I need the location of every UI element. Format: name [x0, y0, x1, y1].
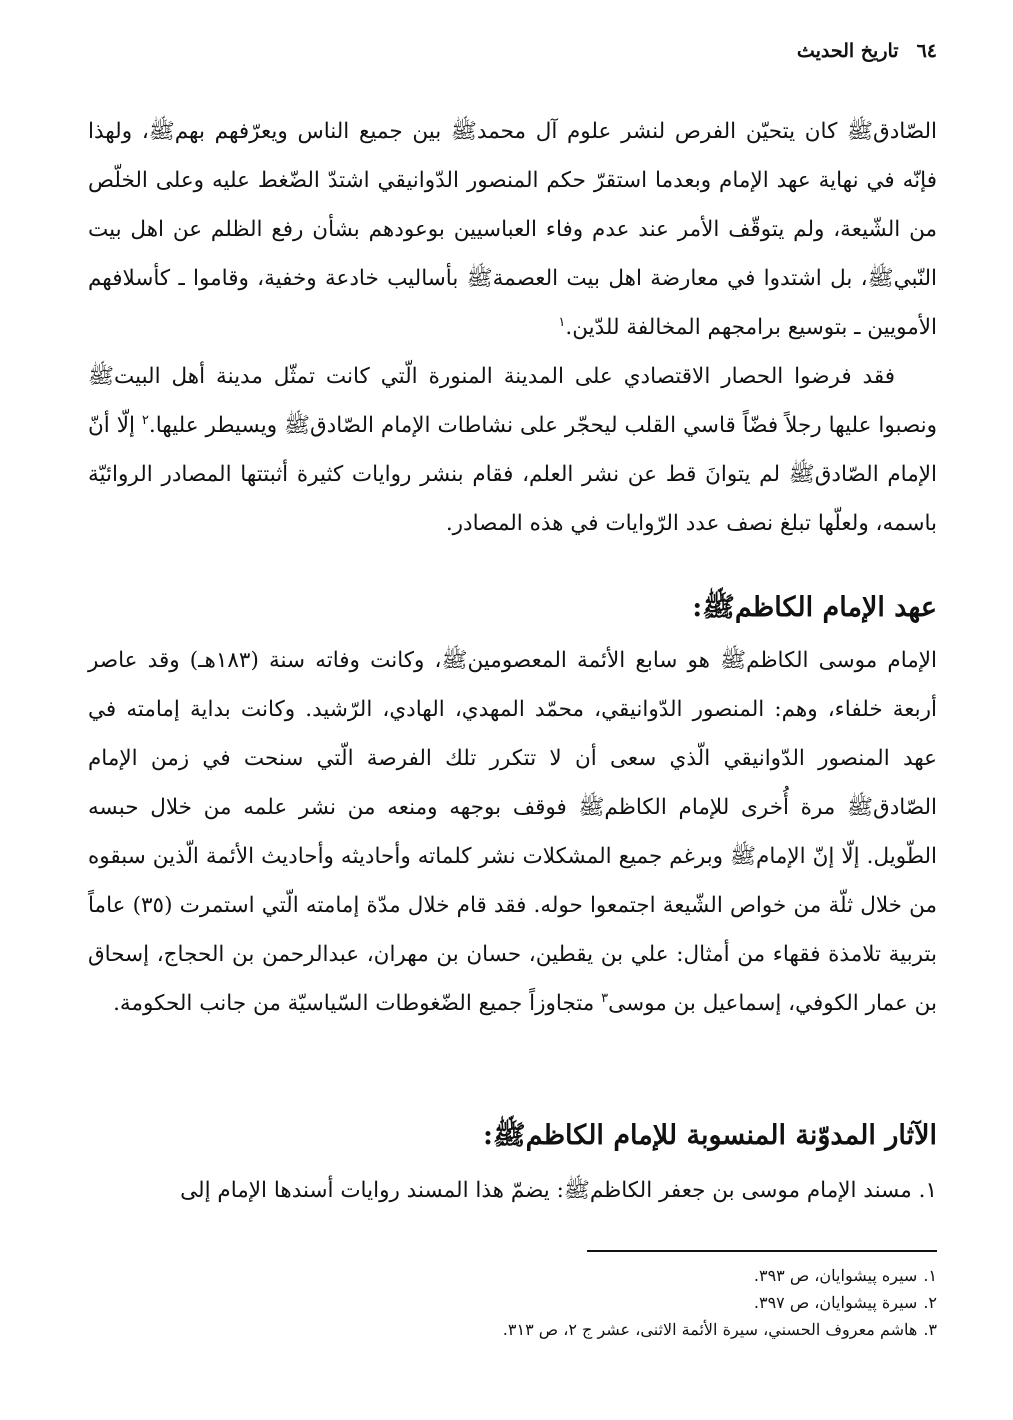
footnote-ref-3[interactable]: ٣: [601, 990, 609, 1006]
footnote-text: هاشم معروف الحسني، سيرة الأئمة الاثنى، عشر ج ٢، ص ٣١٣.: [502, 1320, 918, 1339]
footnote-number: ١.: [923, 1266, 937, 1285]
kadhim-text-b: متجاوزاً جميع الضّغوطات السّياسيّة من جانب الحكومة.: [113, 991, 602, 1016]
musnad-text: ١. مسند الإمام موسى بن جعفر الكاظمﷺ: يضمّ هذا المسند روايات أسندها الإمام إلى: [180, 1178, 937, 1203]
footnote-number: ٢.: [923, 1293, 937, 1312]
siege-text-a: فقد فرضوا الحصار الاقتصادي على المدينة المنورة الّتي كانت تمثّل مدينة أهل البيتﷺ ونصبوا عليها رجلاً فضّاً قاسي القلب ليحجّر على نشاطات الإمام الصّادقﷺ ويسيطر عليها.: [88, 364, 937, 438]
footnote-item: [503, 1262, 937, 1289]
section-heading-kadhim-works: الآثار المدوّنة المنسوبة للإمام الكاظمﷺ:: [483, 1120, 937, 1151]
running-title: تاريخ الحديث: [796, 40, 899, 62]
siege-paragraph: [88, 352, 937, 548]
page-number: ٦٤: [916, 40, 937, 62]
footnote-ref-1[interactable]: ١: [558, 314, 566, 330]
footnote-ref-2[interactable]: ٢: [141, 412, 149, 428]
footnote-item: [503, 1289, 937, 1316]
footnote-number: ٣.: [923, 1320, 937, 1339]
intro-paragraph: [88, 107, 937, 352]
footnote-text: سيرة پيشوايان، ص ٣٩٧.: [753, 1293, 918, 1312]
footnote-text: سيره پيشوايان، ص ٣٩٣.: [753, 1266, 918, 1285]
musnad-paragraph: [88, 1166, 937, 1215]
kadhim-text-a: الإمام موسى الكاظمﷺ هو سابع الأئمة المعصومينﷺ، وكانت وفاته سنة (١٨٣هـ) وقد عاصر أربعة خلفاء، وهم: المنصور الدّوانيقي، محمّد المهدي، الهادي، الرّشيد. وكانت بداية إمامته في عهد المنصور الدّوانيقي الّذي سعى أن لا تتكرر تلك الفرصة الّتي سنحت في زمن الإمام الصّادقﷺ مرة أُخرى للإمام الكاظمﷺ فوقف بوجهه ومنعه من نشر علمه من خلال حبسه الطّويل. إلّا إنّ الإمامﷺ وبرغم جميع المشكلات نشر كلماته وأحاديثه وأحاديث الأئمة الّذين سبقوه من خلال ثلّة من خواص الشّيعة اجتمعوا حوله. فقد قام خلال مدّة إمامته الّتي استمرت (٣٥) عاماً بتربية تلامذة فقهاء من أمثال: علي بن يقطين، حسان بن مهران، عبدالرحمن بن الحجاج، إسحاق بن عمار الكوفي، إسماعيل بن موسى: [88, 648, 938, 1016]
siege-text-b: إلّا أنّ الإمام الصّادقﷺ لم يتوانَ قط عن نشر العلم، فقام بنشر روايات كثيرة أثبتتها المصادر الروائيّة باسمه، ولعلّها تبلغ نصف عدد الرّوايات في هذه المصادر.: [88, 413, 937, 536]
running-header: [797, 40, 937, 62]
section-heading-kadhim-era: عهد الإمام الكاظمﷺ:: [692, 592, 937, 623]
kadhim-paragraph: [88, 636, 937, 1028]
footnote-item: [503, 1316, 937, 1343]
footnote-separator: [587, 1250, 937, 1252]
intro-text: الصّادقﷺ كان يتحيّن الفرص لنشر علوم آل محمدﷺ بين جميع الناس ويعرّفهم بهمﷺ، ولهذا فإنّه في نهاية عهد الإمام وبعدما استقرّ حكم المنصور الدّوانيقي اشتدّ الضّغط عليه وعلى الخلّص من الشّيعة، ولم يتوقّف الأمر عند عدم وفاء العباسيين بوعودهم بشأن رفع الظلم عن اهل بيت النّبيﷺ، بل اشتدوا في معارضة اهل بيت العصمةﷺ بأساليب خادعة وخفية، وقاموا ـ كأسلافهم الأمويين ـ بتوسيع برامجهم المخالفة للدّين.: [88, 119, 937, 340]
footnotes-list: [503, 1262, 937, 1343]
